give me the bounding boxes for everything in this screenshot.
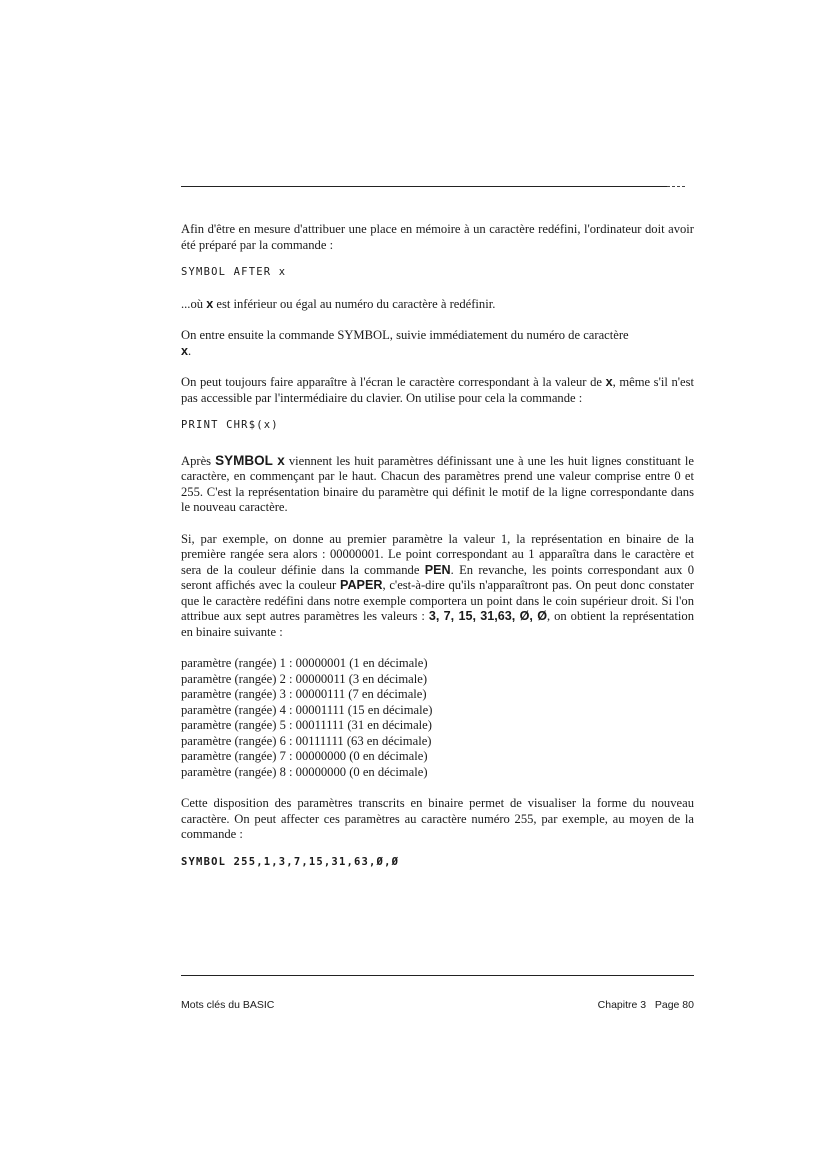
code-symbol-after: SYMBOL AFTER x [181, 266, 287, 278]
list-item: paramètre (rangée) 6 : 00111111 (63 en décimale) [181, 733, 432, 748]
list-item: paramètre (rangée) 8 : 00000000 (0 en décimale) [181, 764, 428, 779]
code-print-chr: PRINT CHR$(x) [181, 419, 279, 431]
code-symbol-255: SYMBOL 255,1,3,7,15,31,63,Ø,Ø [181, 855, 400, 868]
header-rule [181, 186, 667, 187]
header-rule-tail [667, 186, 685, 187]
page-body [181, 222, 694, 870]
list-item: paramètre (rangée) 5 : 00011111 (31 en décimale) [181, 718, 432, 732]
parameter-list [181, 656, 694, 780]
paragraph-x-explanation: ...où x est inférieur ou égal au numéro du caractère à redéfinir. [181, 296, 496, 311]
list-item: paramètre (rangée) 4 : 00001111 (15 en décimale) [181, 702, 433, 717]
paragraph-print-chr: On peut toujours faire apparaître à l'écran le caractère correspondant à la valeur de x, même s'il n'est pas accessible par l'intermédiaire du clavier. On utilise pour cela la commande : [181, 375, 694, 405]
list-item: paramètre (rangée) 7 : 00000000 (0 en décimale) [181, 749, 428, 763]
paragraph-visualise: Cette disposition des paramètres transcrits en binaire permet de visualiser la forme du nouveau caractère. On peut affecter ces paramètres au caractère numéro 255, par exemple, au moyen de la commande : [181, 796, 694, 841]
paragraph-intro: Afin d'être en mesure d'attribuer une place en mémoire à un caractère redéfini, l'ordinateur doit avoir été préparé par la commande : [181, 222, 694, 252]
list-item: paramètre (rangée) 3 : 00000111 (7 en décimale) [181, 687, 427, 701]
footer-rule [181, 975, 694, 976]
footer-book-title: Mots clés du BASIC [181, 999, 275, 1011]
list-item: paramètre (rangée) 1 : 00000001 (1 en décimale) [181, 656, 428, 670]
footer-page-number: Chapitre 3 Page 80 [597, 999, 694, 1011]
paragraph-eight-parameters: Après SYMBOL x viennent les huit paramètres définissant une à une les huit lignes constituant le caractère, en commençant par le haut. Chacun des paramètres prend une valeur comprise entre 0 et 255. C'est la représentation binaire du paramètre qui définit le motif de la ligne correspondante dans le nouveau caractère. [181, 452, 694, 514]
paragraph-example: Si, par exemple, on donne au premier paramètre la valeur 1, la représentation en binaire de la première rangée sera alors : 00000001. Le point correspondant au 1 apparaîtra dans le caractère et sera de la couleur définie dans la commande PEN. En revanche, les points correspondant aux 0 seront affichés avec la couleur PAPER, c'est-à-dire qu'ils n'apparaîtront pas. On peut donc constater que le caractère redéfini dans notre exemple comportera un point dans le coin supérieur droit. Si l'on attribue aux sept autres paramètres les valeurs : 3, 7, 15, 31,63, Ø, Ø, on obtient la représentation en binaire suivante : [181, 531, 694, 639]
paragraph-symbol-command: On entre ensuite la commande SYMBOL, suivie immédiatement du numéro de caractère x. [181, 328, 629, 358]
list-item: paramètre (rangée) 2 : 00000011 (3 en décimale) [181, 671, 428, 686]
